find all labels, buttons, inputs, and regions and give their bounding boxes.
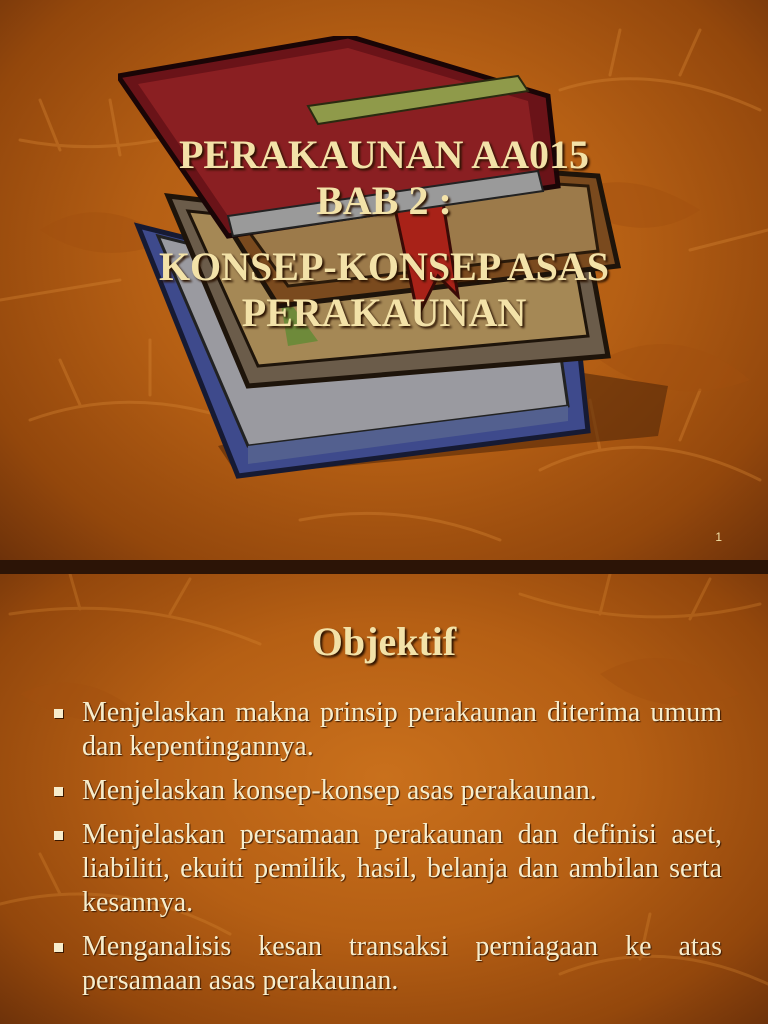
list-item xyxy=(50,774,722,808)
square-bullet-icon xyxy=(54,709,63,718)
square-bullet-icon xyxy=(54,787,63,796)
slide-title: Objektif xyxy=(311,619,457,664)
list-item-text: Menganalisis kesan transaksi perniagaan ke atas persamaan asas perakaunan. xyxy=(82,931,722,996)
list-item xyxy=(50,818,722,920)
square-bullet-icon xyxy=(54,943,63,952)
page-number: 1 xyxy=(715,530,722,544)
objectives-slide xyxy=(0,574,768,1024)
title-line-2: BAB 2 : xyxy=(316,178,452,223)
subtitle-line-2: PERAKAUNAN xyxy=(241,290,527,335)
list-item-text: Menjelaskan konsep-konsep asas perakaunan. xyxy=(82,775,597,806)
objectives-list xyxy=(50,696,722,1008)
list-item xyxy=(50,930,722,998)
list-item-text: Menjelaskan persamaan perakaunan dan definisi aset, liabiliti, ekuiti pemilik, hasil, belanja dan ambilan serta kesannya. xyxy=(82,819,722,918)
title-block xyxy=(0,132,768,336)
slide-separator xyxy=(0,560,768,574)
list-item-text: Menjelaskan makna prinsip perakaunan diterima umum dan kepentingannya. xyxy=(82,697,722,762)
square-bullet-icon xyxy=(54,831,63,840)
subtitle-line-1: KONSEP-KONSEP ASAS xyxy=(158,244,610,289)
list-item xyxy=(50,696,722,764)
title-line-1: PERAKAUNAN AA015 xyxy=(179,132,589,177)
